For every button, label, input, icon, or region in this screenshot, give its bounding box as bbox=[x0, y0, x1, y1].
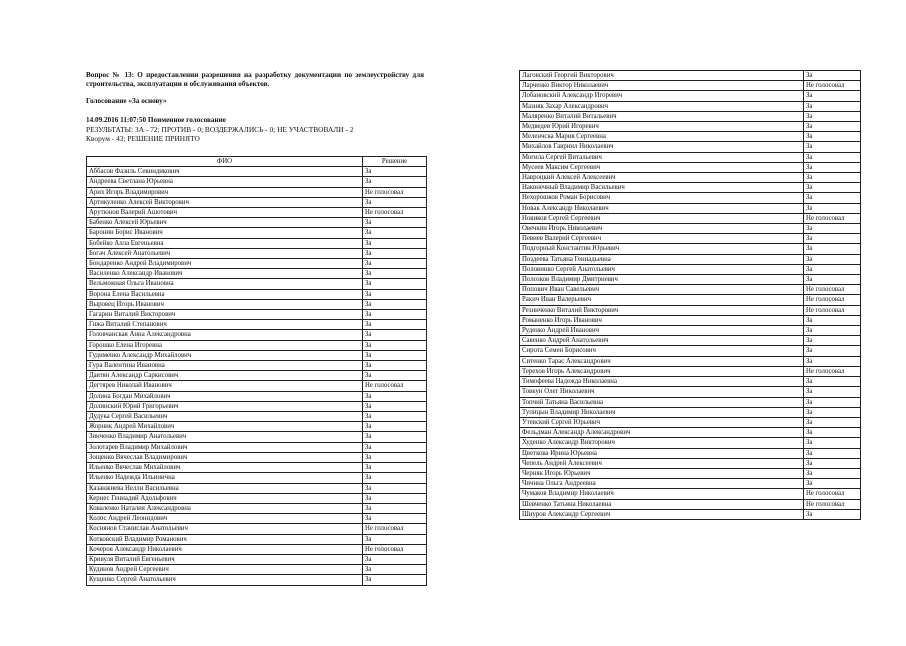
table-row bbox=[87, 534, 427, 544]
deputy-name: Колос Андрей Леонидович bbox=[87, 514, 363, 524]
deputy-decision: Не голосовал bbox=[363, 544, 427, 554]
table-row bbox=[87, 310, 427, 320]
table-row bbox=[520, 162, 861, 172]
deputy-name: Топчий Татьяна Васильевна bbox=[520, 397, 804, 407]
deputy-name: Андреева Светлана Юрьевна bbox=[87, 177, 363, 187]
deputy-name: Черняк Игорь Юрьевич bbox=[520, 468, 804, 478]
deputy-name: Давтян Александр Саркисович bbox=[87, 371, 363, 381]
deputy-name: Арутюнов Валерий Ашотович bbox=[87, 208, 363, 218]
deputy-name: Баронин Борис Иванович bbox=[87, 228, 363, 238]
table-row bbox=[520, 458, 861, 468]
deputy-decision: Не голосовал bbox=[363, 208, 427, 218]
deputy-name: Шиуров Александр Сергеевич bbox=[520, 509, 804, 519]
deputy-decision: За bbox=[804, 122, 861, 132]
table-row bbox=[520, 224, 861, 234]
deputy-decision: За bbox=[363, 442, 427, 452]
table-row bbox=[87, 238, 427, 248]
deputy-decision: За bbox=[363, 401, 427, 411]
deputy-decision: За bbox=[804, 132, 861, 142]
deputy-name: Меленчска Мария Сергеевна bbox=[520, 132, 804, 142]
deputy-name: Бондаренко Андрей Владимирович bbox=[87, 259, 363, 269]
table-row bbox=[520, 326, 861, 336]
deputy-decision: Не голосовал bbox=[804, 285, 861, 295]
deputy-decision: За bbox=[363, 279, 427, 289]
table-row bbox=[87, 187, 427, 197]
deputy-decision: За bbox=[363, 248, 427, 258]
table-row bbox=[520, 346, 861, 356]
table-row bbox=[520, 428, 861, 438]
table-row bbox=[520, 407, 861, 417]
table-row bbox=[520, 356, 861, 366]
deputy-name: Гагарин Виталий Викторович bbox=[87, 310, 363, 320]
deputy-name: Товкун Олег Николаевич bbox=[520, 387, 804, 397]
table-row bbox=[87, 493, 427, 503]
table-row bbox=[87, 483, 427, 493]
deputy-decision: За bbox=[363, 483, 427, 493]
table-header-row bbox=[87, 157, 427, 167]
deputy-name: Тупицын Владимир Николаевич bbox=[520, 407, 804, 417]
deputy-name: Дегтярев Николай Иванович bbox=[87, 381, 363, 391]
deputy-decision: За bbox=[363, 463, 427, 473]
deputy-decision: За bbox=[804, 326, 861, 336]
table-row bbox=[520, 285, 861, 295]
table-row bbox=[520, 264, 861, 274]
table-row bbox=[520, 438, 861, 448]
deputy-name: Полозков Владимир Дмитриевич bbox=[520, 275, 804, 285]
deputy-name: Василенко Александр Иванович bbox=[87, 269, 363, 279]
deputy-name: Кернес Геннадий Адольфович bbox=[87, 493, 363, 503]
deputy-decision: За bbox=[363, 289, 427, 299]
table-row bbox=[87, 473, 427, 483]
deputy-name: Ларченко Виктор Николаевич bbox=[520, 81, 804, 91]
deputy-name: Овечкин Игорь Николаевич bbox=[520, 224, 804, 234]
deputy-name: Зощенко Вячеслав Владимирович bbox=[87, 452, 363, 462]
table-row bbox=[87, 218, 427, 228]
table-row bbox=[520, 417, 861, 427]
deputy-name: Руденко Андрей Иванович bbox=[520, 326, 804, 336]
deputy-decision: За bbox=[804, 162, 861, 172]
deputy-decision: Не голосовал bbox=[363, 524, 427, 534]
table-row bbox=[87, 575, 427, 585]
deputy-name: Кочеров Александр Николаевич bbox=[87, 544, 363, 554]
deputy-decision: За bbox=[804, 234, 861, 244]
deputy-decision: За bbox=[363, 412, 427, 422]
deputy-decision: За bbox=[804, 458, 861, 468]
deputy-decision: За bbox=[363, 310, 427, 320]
deputy-name: Подгорный Константин Юрьевич bbox=[520, 244, 804, 254]
deputy-name: Михайлов Гавриил Николаевич bbox=[520, 142, 804, 152]
deputy-name: Мусеев Максим Сергеевич bbox=[520, 162, 804, 172]
deputy-decision: За bbox=[804, 173, 861, 183]
deputy-name: Долина Богдан Михайлович bbox=[87, 391, 363, 401]
deputy-decision: За bbox=[804, 203, 861, 213]
table-row bbox=[520, 509, 861, 519]
deputy-name: Романенко Игорь Иванович bbox=[520, 315, 804, 325]
deputy-decision: За bbox=[363, 330, 427, 340]
table-row bbox=[87, 259, 427, 269]
deputy-name: Шевченко Татьяна Николаевна bbox=[520, 499, 804, 509]
deputy-name: Вельможная Ольга Ивановна bbox=[87, 279, 363, 289]
deputy-name: Головчанская Анна Александровна bbox=[87, 330, 363, 340]
header-decision: Решение bbox=[363, 157, 427, 167]
deputy-decision: Не голосовал bbox=[363, 187, 427, 197]
table-row bbox=[87, 371, 427, 381]
table-row bbox=[520, 397, 861, 407]
deputy-name: Гудименко Александр Михайлович bbox=[87, 350, 363, 360]
deputy-decision: За bbox=[363, 350, 427, 360]
deputy-name: Гижа Виталий Степанович bbox=[87, 320, 363, 330]
deputy-decision: За bbox=[804, 336, 861, 346]
table-row bbox=[520, 122, 861, 132]
deputy-name: Мазняк Захар Александрович bbox=[520, 101, 804, 111]
table-row bbox=[87, 350, 427, 360]
deputy-decision: За bbox=[804, 346, 861, 356]
deputy-decision: За bbox=[804, 387, 861, 397]
table-row bbox=[87, 554, 427, 564]
table-row bbox=[520, 101, 861, 111]
deputy-name: Сирота Семен Борисович bbox=[520, 346, 804, 356]
deputy-decision: За bbox=[804, 479, 861, 489]
table-row bbox=[520, 448, 861, 458]
deputy-name: Бобейко Алла Евгеньевна bbox=[87, 238, 363, 248]
deputy-decision: За bbox=[804, 111, 861, 121]
deputy-decision: За bbox=[363, 432, 427, 442]
table-row bbox=[87, 401, 427, 411]
deputy-decision: За bbox=[804, 407, 861, 417]
deputy-decision: За bbox=[363, 554, 427, 564]
deputy-decision: За bbox=[363, 228, 427, 238]
voting-table-right bbox=[519, 70, 861, 520]
deputy-name: Новиков Сергей Сергеевич bbox=[520, 213, 804, 223]
deputy-name: Медведев Юрий Игоревич bbox=[520, 122, 804, 132]
table-row bbox=[520, 203, 861, 213]
table-row bbox=[520, 479, 861, 489]
deputy-name: Чепель Андрей Алексеевич bbox=[520, 458, 804, 468]
deputy-decision: Не голосовал bbox=[804, 81, 861, 91]
deputy-name: Савенко Андрей Анатольевич bbox=[520, 336, 804, 346]
deputy-decision: За bbox=[804, 397, 861, 407]
deputy-name: Певнев Валерий Сергеевич bbox=[520, 234, 804, 244]
deputy-name: Аббасов Фазиль Севиндикович bbox=[87, 167, 363, 177]
table-row bbox=[520, 213, 861, 223]
question-header bbox=[86, 71, 424, 144]
deputy-decision: За bbox=[804, 224, 861, 234]
table-row bbox=[520, 81, 861, 91]
deputy-decision: За bbox=[363, 167, 427, 177]
vote-type: Голосование «За основу» bbox=[86, 97, 167, 105]
deputy-name: Ильенко Вячеслав Михайлович bbox=[87, 463, 363, 473]
deputy-decision: Не голосовал bbox=[363, 381, 427, 391]
deputy-decision: За bbox=[804, 193, 861, 203]
deputy-decision: За bbox=[363, 177, 427, 187]
deputy-decision: За bbox=[804, 71, 861, 81]
deputy-decision: Не голосовал bbox=[804, 489, 861, 499]
deputy-decision: За bbox=[363, 259, 427, 269]
deputy-decision: За bbox=[363, 218, 427, 228]
vote-timestamp: 14.09.2016 11:07:50 Поименное голосование bbox=[86, 116, 226, 124]
table-row bbox=[87, 340, 427, 350]
deputy-decision: За bbox=[363, 514, 427, 524]
table-row bbox=[520, 336, 861, 346]
table-row bbox=[87, 177, 427, 187]
deputy-name: Коснянов Станислав Анатольевич bbox=[87, 524, 363, 534]
deputy-decision: За bbox=[363, 197, 427, 207]
deputy-decision: За bbox=[363, 391, 427, 401]
table-row bbox=[520, 387, 861, 397]
deputy-decision: За bbox=[363, 361, 427, 371]
table-row bbox=[520, 489, 861, 499]
table-row bbox=[87, 514, 427, 524]
deputy-decision: Не голосовал bbox=[804, 499, 861, 509]
table-row bbox=[87, 391, 427, 401]
table-row bbox=[87, 432, 427, 442]
deputy-name: Котковский Владимир Романович bbox=[87, 534, 363, 544]
deputy-name: Горошко Елена Игоревна bbox=[87, 340, 363, 350]
table-row bbox=[520, 468, 861, 478]
vote-results: РЕЗУЛЬТАТЫ: ЗА - 72; ПРОТИВ - 0; ВОЗДЕРЖАЛИСЬ - 0; НЕ УЧАСТВОВАЛИ - 2 bbox=[86, 125, 354, 134]
table-row bbox=[87, 320, 427, 330]
table-row bbox=[520, 254, 861, 264]
deputy-decision: За bbox=[363, 473, 427, 483]
deputy-name: Фельдман Александр Александрович bbox=[520, 428, 804, 438]
deputy-decision: За bbox=[363, 503, 427, 513]
table-row bbox=[87, 279, 427, 289]
deputy-decision: За bbox=[363, 320, 427, 330]
table-row bbox=[520, 142, 861, 152]
table-row bbox=[87, 248, 427, 258]
table-row bbox=[87, 503, 427, 513]
deputy-name: Золотарев Владимир Михайлович bbox=[87, 442, 363, 452]
deputy-name: Богач Алексей Анатольевич bbox=[87, 248, 363, 258]
table-row bbox=[87, 208, 427, 218]
table-row bbox=[87, 442, 427, 452]
deputy-decision: За bbox=[363, 371, 427, 381]
table-row bbox=[87, 197, 427, 207]
deputy-name: Жорник Андрей Михайлович bbox=[87, 422, 363, 432]
deputy-name: Ильенко Надежда Ильинична bbox=[87, 473, 363, 483]
table-row bbox=[87, 269, 427, 279]
deputy-name: Лобановский Александр Игоревич bbox=[520, 91, 804, 101]
voting-table-left bbox=[86, 156, 427, 586]
table-row bbox=[87, 524, 427, 534]
deputy-name: Арих Игорь Владимирович bbox=[87, 187, 363, 197]
deputy-decision: За bbox=[804, 91, 861, 101]
deputy-decision: За bbox=[363, 299, 427, 309]
deputy-name: Поздеева Татьяна Геннадьевна bbox=[520, 254, 804, 264]
table-row bbox=[87, 412, 427, 422]
table-row bbox=[520, 499, 861, 509]
deputy-decision: За bbox=[804, 468, 861, 478]
deputy-name: Новак Александр Николаевич bbox=[520, 203, 804, 213]
deputy-name: Гура Валентина Ивановна bbox=[87, 361, 363, 371]
deputy-name: Лаговский Георгий Викторович bbox=[520, 71, 804, 81]
table-row bbox=[87, 544, 427, 554]
table-row bbox=[520, 295, 861, 305]
table-row bbox=[520, 152, 861, 162]
table-row bbox=[87, 228, 427, 238]
table-row bbox=[520, 71, 861, 81]
deputy-decision: За bbox=[363, 565, 427, 575]
deputy-decision: За bbox=[804, 438, 861, 448]
table-row bbox=[520, 183, 861, 193]
deputy-name: Терехов Игорь Александрович bbox=[520, 366, 804, 376]
deputy-decision: Не голосовал bbox=[804, 366, 861, 376]
table-row bbox=[520, 234, 861, 244]
deputy-name: Попович Иван Савельевич bbox=[520, 285, 804, 295]
deputy-name: Утевский Сергей Юрьевич bbox=[520, 417, 804, 427]
deputy-decision: За bbox=[804, 254, 861, 264]
table-row bbox=[87, 330, 427, 340]
header-name: ФИО bbox=[87, 157, 363, 167]
table-row bbox=[87, 452, 427, 462]
table-row bbox=[520, 193, 861, 203]
table-row bbox=[520, 377, 861, 387]
deputy-name: Чичина Ольга Андреевна bbox=[520, 479, 804, 489]
deputy-name: Тимофеева Надежда Николаевна bbox=[520, 377, 804, 387]
table-row bbox=[520, 315, 861, 325]
table-row bbox=[87, 299, 427, 309]
table-row bbox=[520, 275, 861, 285]
deputy-name: Чумаков Владимир Николаевич bbox=[520, 489, 804, 499]
deputy-name: Ворона Елена Васильевна bbox=[87, 289, 363, 299]
deputy-decision: За bbox=[363, 452, 427, 462]
deputy-name: Бабенко Алексей Юрьевич bbox=[87, 218, 363, 228]
deputy-name: Долинский Юрий Григорьевич bbox=[87, 401, 363, 411]
deputy-name: Ракич Иван Валерьевич bbox=[520, 295, 804, 305]
table-row bbox=[87, 381, 427, 391]
deputy-decision: За bbox=[804, 183, 861, 193]
deputy-decision: Не голосовал bbox=[804, 213, 861, 223]
deputy-decision: За bbox=[804, 448, 861, 458]
deputy-name: Маляренко Виталий Витальевич bbox=[520, 111, 804, 121]
deputy-name: Ситенко Тарас Александрович bbox=[520, 356, 804, 366]
table-row bbox=[87, 167, 427, 177]
table-row bbox=[520, 244, 861, 254]
table-row bbox=[520, 366, 861, 376]
table-row bbox=[520, 132, 861, 142]
deputy-decision: За bbox=[804, 417, 861, 427]
deputy-decision: За bbox=[804, 275, 861, 285]
deputy-decision: За bbox=[804, 152, 861, 162]
question-title: Вопрос № 13: О предоставлении разрешения на разработку документации по землеустройству для строительства, эксплуатации и обслуживания объектов. bbox=[86, 71, 424, 88]
deputy-decision: За bbox=[363, 534, 427, 544]
deputy-name: Худенко Александр Викторович bbox=[520, 438, 804, 448]
deputy-decision: Не голосовал bbox=[804, 305, 861, 315]
deputy-name: Коваленко Наталия Александровна bbox=[87, 503, 363, 513]
table-row bbox=[87, 361, 427, 371]
deputy-name: Нехорошков Роман Борисович bbox=[520, 193, 804, 203]
deputy-name: Кущенко Сергей Анатольевич bbox=[87, 575, 363, 585]
table-row bbox=[87, 463, 427, 473]
deputy-name: Зинченко Владимир Анатольевич bbox=[87, 432, 363, 442]
deputy-decision: За bbox=[363, 422, 427, 432]
table-row bbox=[520, 305, 861, 315]
deputy-decision: За bbox=[363, 238, 427, 248]
deputy-decision: За bbox=[804, 244, 861, 254]
deputy-name: Выровец Игорь Иванович bbox=[87, 299, 363, 309]
deputy-name: Артикуленко Алексей Викторович bbox=[87, 197, 363, 207]
table-row bbox=[520, 91, 861, 101]
table-row bbox=[87, 565, 427, 575]
table-row bbox=[87, 422, 427, 432]
deputy-decision: За bbox=[363, 575, 427, 585]
deputy-name: Кривуля Виталий Евгеньевич bbox=[87, 554, 363, 564]
deputy-decision: За bbox=[804, 142, 861, 152]
deputy-name: Казанжиева Нелли Васильевна bbox=[87, 483, 363, 493]
deputy-name: Половинко Сергей Анатольевич bbox=[520, 264, 804, 274]
deputy-name: Резниченко Виталий Викторович bbox=[520, 305, 804, 315]
deputy-decision: За bbox=[804, 377, 861, 387]
table-row bbox=[520, 173, 861, 183]
deputy-decision: За bbox=[804, 101, 861, 111]
deputy-name: Дудука Сергей Васильевич bbox=[87, 412, 363, 422]
table-row bbox=[520, 111, 861, 121]
deputy-decision: За bbox=[804, 264, 861, 274]
deputy-name: Цветкова Ирина Юрьевна bbox=[520, 448, 804, 458]
deputy-decision: За bbox=[804, 315, 861, 325]
deputy-decision: Не голосовал bbox=[804, 295, 861, 305]
deputy-name: Кудинов Андрей Сергеевич bbox=[87, 565, 363, 575]
deputy-decision: За bbox=[804, 356, 861, 366]
vote-quorum: Кворум - 43; РЕШЕНИЕ ПРИНЯТО bbox=[86, 134, 200, 144]
deputy-decision: За bbox=[363, 493, 427, 503]
deputy-decision: За bbox=[363, 269, 427, 279]
deputy-decision: За bbox=[804, 428, 861, 438]
table-row bbox=[87, 289, 427, 299]
deputy-name: Навроцкий Алексей Алексеевич bbox=[520, 173, 804, 183]
deputy-decision: За bbox=[363, 340, 427, 350]
deputy-name: Могила Сергей Витальевич bbox=[520, 152, 804, 162]
deputy-decision: За bbox=[804, 509, 861, 519]
deputy-name: Наконечный Владимир Васильевич bbox=[520, 183, 804, 193]
